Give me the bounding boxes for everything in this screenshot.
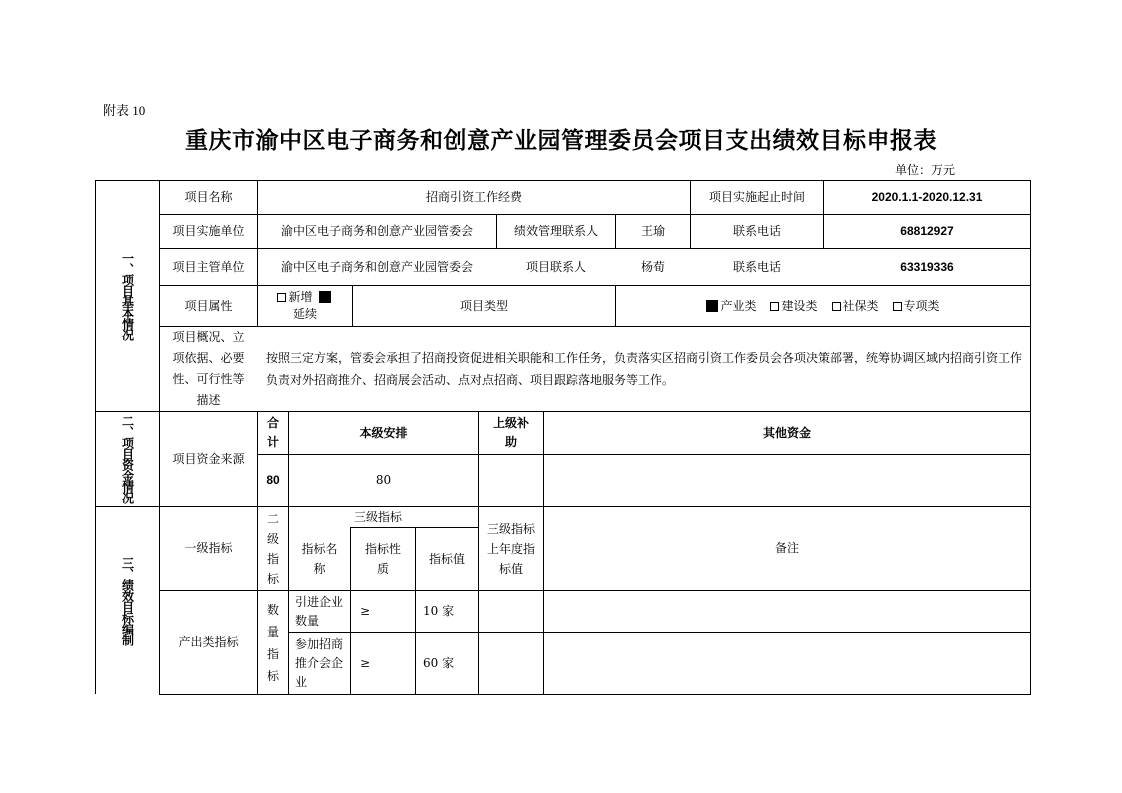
mgmt-unit-label: 项目主管单位 xyxy=(172,259,245,274)
checkbox-checked-icon xyxy=(706,300,718,312)
row1-value: 10 家 xyxy=(423,604,455,618)
remark-label: 备注 xyxy=(774,541,799,555)
impl-unit-value: 渝中区电子商务和创意产业园管委会 xyxy=(280,224,473,238)
indicator-name-label: 指标名称 xyxy=(301,542,338,576)
unit-label: 单位：万元 xyxy=(895,163,956,177)
row1-name: 引进企业数量 xyxy=(295,594,344,628)
row2-name: 参加招商推介会企业 xyxy=(295,637,344,689)
phone-label-1: 联系电话 xyxy=(732,224,781,238)
section3-label: 三、绩效目标编制 xyxy=(120,556,135,645)
overview-text: 按照三定方案，管委会承担了招商投资促进相关职能和工作任务，负责落实区招商引资工作委员会各项决策部署，统筹协调区域内招商引资工作负责对外招商推介、招商展会活动、点对点招商、项目跟踪落地服务等工作。 xyxy=(266,351,1023,387)
row2-last-year xyxy=(479,633,543,694)
upper-label: 上级补助 xyxy=(492,416,529,449)
row1-last-year xyxy=(479,591,543,632)
total-label: 合计 xyxy=(266,416,279,449)
page-title: 重庆市渝中区电子商务和创意产业园管理委员会项目支出绩效目标申报表 xyxy=(185,128,937,154)
annex-label: 附表 10 xyxy=(103,103,146,118)
project-contact-label: 项目联系人 xyxy=(525,259,586,274)
phone-value-1: 68812927 xyxy=(900,224,954,238)
row2-value: 60 家 xyxy=(423,656,455,670)
indicator-nature-label: 指标性质 xyxy=(364,542,401,576)
local-value: 80 xyxy=(375,473,392,487)
row2-nature: ≥ xyxy=(360,656,371,670)
attr-cont-label: 延续 xyxy=(292,307,317,321)
other-label: 其他资金 xyxy=(762,425,811,440)
period-value: 2020.1.1-2020.12.31 xyxy=(871,190,983,204)
attr-options xyxy=(258,286,352,326)
phone-label-2: 联系电话 xyxy=(732,259,781,274)
local-label: 本级安排 xyxy=(359,425,408,440)
mgmt-unit-value: 渝中区电子商务和创意产业园管委会 xyxy=(280,259,473,274)
level1-label: 一级指标 xyxy=(184,541,233,555)
last-year-label: 三级指标上年度指标值 xyxy=(487,521,536,576)
project-name-label: 项目名称 xyxy=(184,190,233,204)
checkbox-checked-icon xyxy=(319,291,331,303)
total-value: 80 xyxy=(266,473,280,487)
level3-label: 三级指标 xyxy=(354,509,403,524)
fund-source-label: 项目资金来源 xyxy=(172,451,245,466)
attr-new-option[interactable]: 新增 xyxy=(277,289,312,306)
type-industry-option[interactable]: 产业类 xyxy=(706,297,756,316)
project-name-value: 招商引资工作经费 xyxy=(425,190,522,204)
type-options xyxy=(616,286,1030,326)
type-construction-option[interactable]: 建设类 xyxy=(770,297,817,316)
perf-contact-value: 王瑜 xyxy=(640,224,665,238)
checkbox-unchecked-icon xyxy=(893,302,902,311)
row1-remark xyxy=(544,591,1030,632)
phone-value-2: 63319336 xyxy=(900,259,954,274)
type-label: 项目类型 xyxy=(459,298,508,313)
period-label: 项目实施起止时间 xyxy=(708,190,805,204)
row2-remark xyxy=(544,633,1030,694)
checkbox-unchecked-icon xyxy=(770,302,779,311)
attr-label: 项目属性 xyxy=(184,298,233,313)
type-special-option[interactable]: 专项类 xyxy=(893,297,940,316)
quantity-label: 数量指标 xyxy=(266,602,279,683)
indicator-value-label: 指标值 xyxy=(428,551,465,566)
overview-label: 项目概况、立项依据、必要性、可行性等描述 xyxy=(172,330,245,407)
attr-cont-option[interactable] xyxy=(319,289,333,306)
section1-label: 一、项目基本情况 xyxy=(120,252,135,340)
level2-label: 二级指标 xyxy=(266,511,279,586)
upper-value xyxy=(479,455,543,506)
project-contact-value: 杨荀 xyxy=(640,259,665,274)
other-value xyxy=(544,455,1030,506)
output-label: 产出类指标 xyxy=(178,635,239,649)
section2-label: 二、项目资金情况 xyxy=(120,415,135,503)
checkbox-unchecked-icon xyxy=(277,293,286,302)
row1-nature: ≥ xyxy=(360,604,371,618)
checkbox-unchecked-icon xyxy=(832,302,841,311)
impl-unit-label: 项目实施单位 xyxy=(172,224,245,238)
type-social-option[interactable]: 社保类 xyxy=(832,297,879,316)
perf-contact-label: 绩效管理联系人 xyxy=(513,224,598,238)
